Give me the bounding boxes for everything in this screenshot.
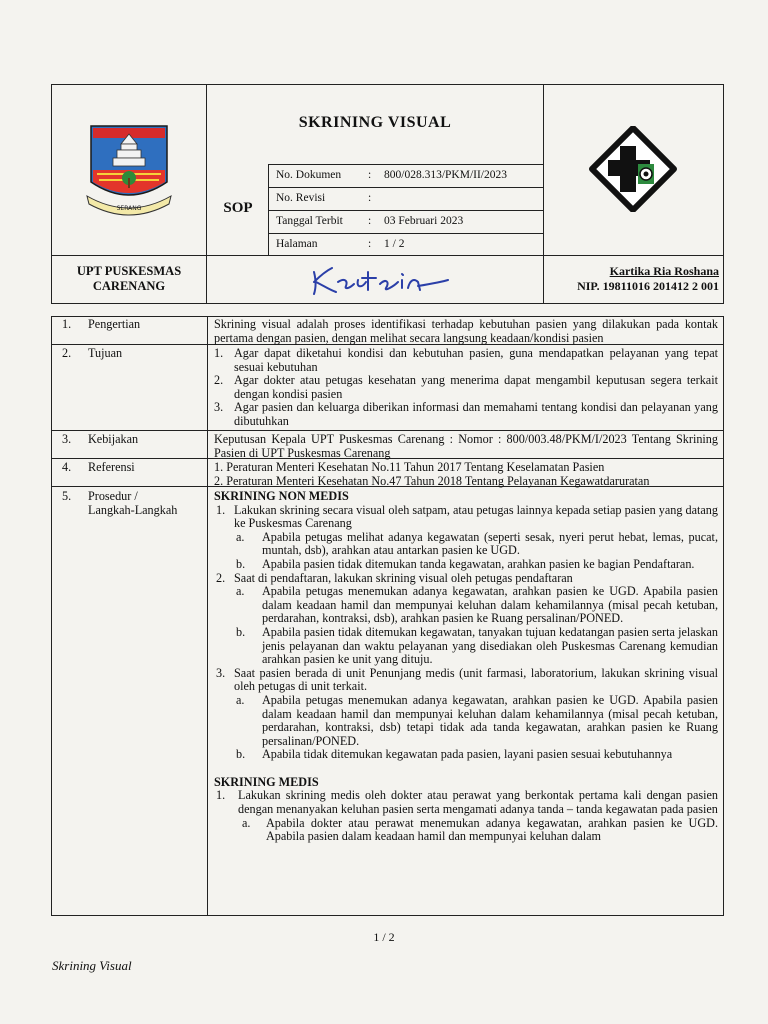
list-item: 3. Saat pasien berada di unit Penunjang medis (unit farmasi, laboratorium, lakukan skrining visual oleh petugas di unit terkait.	[216, 665, 718, 694]
tujuan-list	[214, 347, 718, 429]
list-item: 2. Agar dokter atau petugas kesehatan yang menerima dapat mengambil keputusan segera terkait dengan kondisi pasien	[214, 373, 718, 401]
puskesmas-logo	[588, 126, 678, 217]
subsection-title: SKRINING NON MEDIS	[214, 489, 349, 503]
list-item: 1. Peraturan Menteri Kesehatan No.11 Tahun 2017 Tentang Keselamatan Pasien	[214, 460, 605, 474]
meta-label-halaman: Halaman	[276, 238, 318, 250]
meta-label-tanggal: Tanggal Terbit	[276, 215, 343, 227]
list-item: 1. Agar dapat diketahui kondisi dan kebutuhan pasien, guna mendapatkan pelayanan yang tepat sesuai kebutuhan	[214, 346, 718, 374]
section-label-pengertian: 1. Pengertian	[62, 317, 141, 331]
referensi-list	[214, 461, 724, 488]
org-line-1: UPT PUSKESMAS	[76, 264, 182, 278]
meta-colon: :	[368, 169, 372, 181]
meta-label-revisi: No. Revisi	[276, 192, 326, 204]
page-title: SKRINING VISUAL	[298, 114, 452, 131]
list-item: a. Apabila petugas menemukan adanya kegawatan, arahkan pasien ke UGD. Apabila pasien dalam keadaan hamil dan mempunyai keluhan dalam kehamilannya (misal pecah ketuban, perdarahan, kontraksi, dsb), arahkan pasien ke Ruang persalinan/PONED.	[236, 584, 718, 626]
regency-logo	[85, 120, 173, 225]
section-label-referensi: 4. Referensi	[62, 460, 135, 474]
svg-text:SERANG: SERANG	[116, 205, 142, 212]
organization-name	[52, 264, 206, 294]
list-item: a. Apabila petugas melihat adanya kegawatan (seperti sesak, nyeri perut hebat, lemas, pucat, muntah, dsb), arahkan atau antarkan pasien ke UGD.	[236, 529, 718, 558]
list-item: a. Apabila dokter atau perawat menemukan adanya kegawatan, arahkan pasien ke UGD. Apabila pasien dalam keadaan hamil dan mempunyai keluhan dalam	[242, 815, 718, 844]
list-item: 1. Lakukan skrining medis oleh dokter atau perawat yang berkontak pertama kali dengan pasien dengan menanyakan keluhan pasien serta mengamati adanya tanda – tanda kegawatan pada pasien	[216, 788, 718, 817]
list-item: b. Apabila pasien tidak ditemukan tanda kegawatan, arahkan pasien ke bagian Pendaftaran.	[236, 556, 695, 571]
section-label-kebijakan: 3. Kebijakan	[62, 432, 139, 446]
meta-colon: :	[368, 192, 372, 204]
section-num: 1.	[62, 317, 72, 331]
section-num: 2.	[62, 346, 72, 360]
meta-colon: :	[368, 215, 372, 227]
list-item: 3. Agar pasien dan keluarga diberikan informasi dan memahami tentang kondisi dan pelayanan yang dibutuhkan	[214, 400, 718, 428]
org-line-2: CARENANG	[92, 279, 166, 293]
meta-label-dokumen: No. Dokumen	[276, 169, 342, 181]
prosedur-content	[214, 490, 718, 844]
section-num: 5.	[62, 489, 72, 503]
meta-value-halaman: 1 / 2	[384, 238, 405, 250]
meta-colon: :	[368, 238, 372, 250]
list-item: 2. Saat di pendaftaran, lakukan skrining visual oleh petugas pendaftaran	[216, 570, 573, 585]
signer-name: Kartika Ria Roshana	[609, 264, 719, 278]
meta-value-dokumen: 800/028.313/PKM/II/2023	[384, 169, 507, 181]
page-number: 1 / 2	[373, 930, 395, 944]
list-item: 2. Peraturan Menteri Kesehatan No.47 Tahun 2018 Tentang Pelayanan Kegawatdaruratan	[214, 473, 650, 488]
meta-value-tanggal: 03 Februari 2023	[384, 215, 464, 227]
section-label-prosedur: 5. Prosedur / Langkah-Langkah	[62, 489, 178, 517]
document-footer-title: Skrining Visual	[52, 958, 132, 973]
signature	[306, 258, 456, 305]
sop-label: SOP	[223, 200, 253, 216]
signer-block	[545, 264, 719, 294]
section-num: 4.	[62, 460, 72, 474]
list-item: b. Apabila tidak ditemukan kegawatan pada pasien, layani pasien sesuai kebutuhannya	[236, 747, 673, 762]
list-item: 1. Lakukan skrining secara visual oleh satpam, atau petugas lainnya kepada setiap pasien yang datang ke Puskesmas Carenang	[216, 502, 718, 531]
subsection-title: SKRINING MEDIS	[214, 774, 319, 789]
section-label-tujuan: 2. Tujuan	[62, 346, 123, 360]
signer-nip: NIP. 19811016 201412 2 001	[577, 279, 719, 293]
section-text-kebijakan: Keputusan Kepala UPT Puskesmas Carenang : Nomor : 800/003.48/PKM/I/2023 Tentang Skrining Pasien di UPT Puskesmas Carenang	[214, 432, 718, 460]
section-num: 3.	[62, 432, 72, 446]
list-item: a. Apabila petugas menemukan adanya kegawatan, arahkan pasien ke UGD. Apabila pasien dalam keadaan hamil dan mempunyai keluhan dalam kehamilannya (misal pecah ketuban, perdarahan, kontraksi, dsb) tetapi tidak ada tanda kegawatan, arahkan pasien ke Ruang persalinan/PONED.	[236, 692, 718, 748]
section-text-pengertian: Skrining visual adalah proses identifikasi terhadap kebutuhan pasien yang dilakukan pada kontak pertama dengan pasien, dengan melihat secara langsung keadaan/kondisi pasien	[214, 317, 718, 345]
list-item: b. Apabila pasien tidak ditemukan kegawatan, tanyakan tujuan kedatangan pasien serta jelaskan jenis pelayanan dan waktu pelayanan yang disediakan oleh Puskesmas Carenang kemudian arahkan pasien ke unit yang dituju.	[236, 624, 718, 667]
